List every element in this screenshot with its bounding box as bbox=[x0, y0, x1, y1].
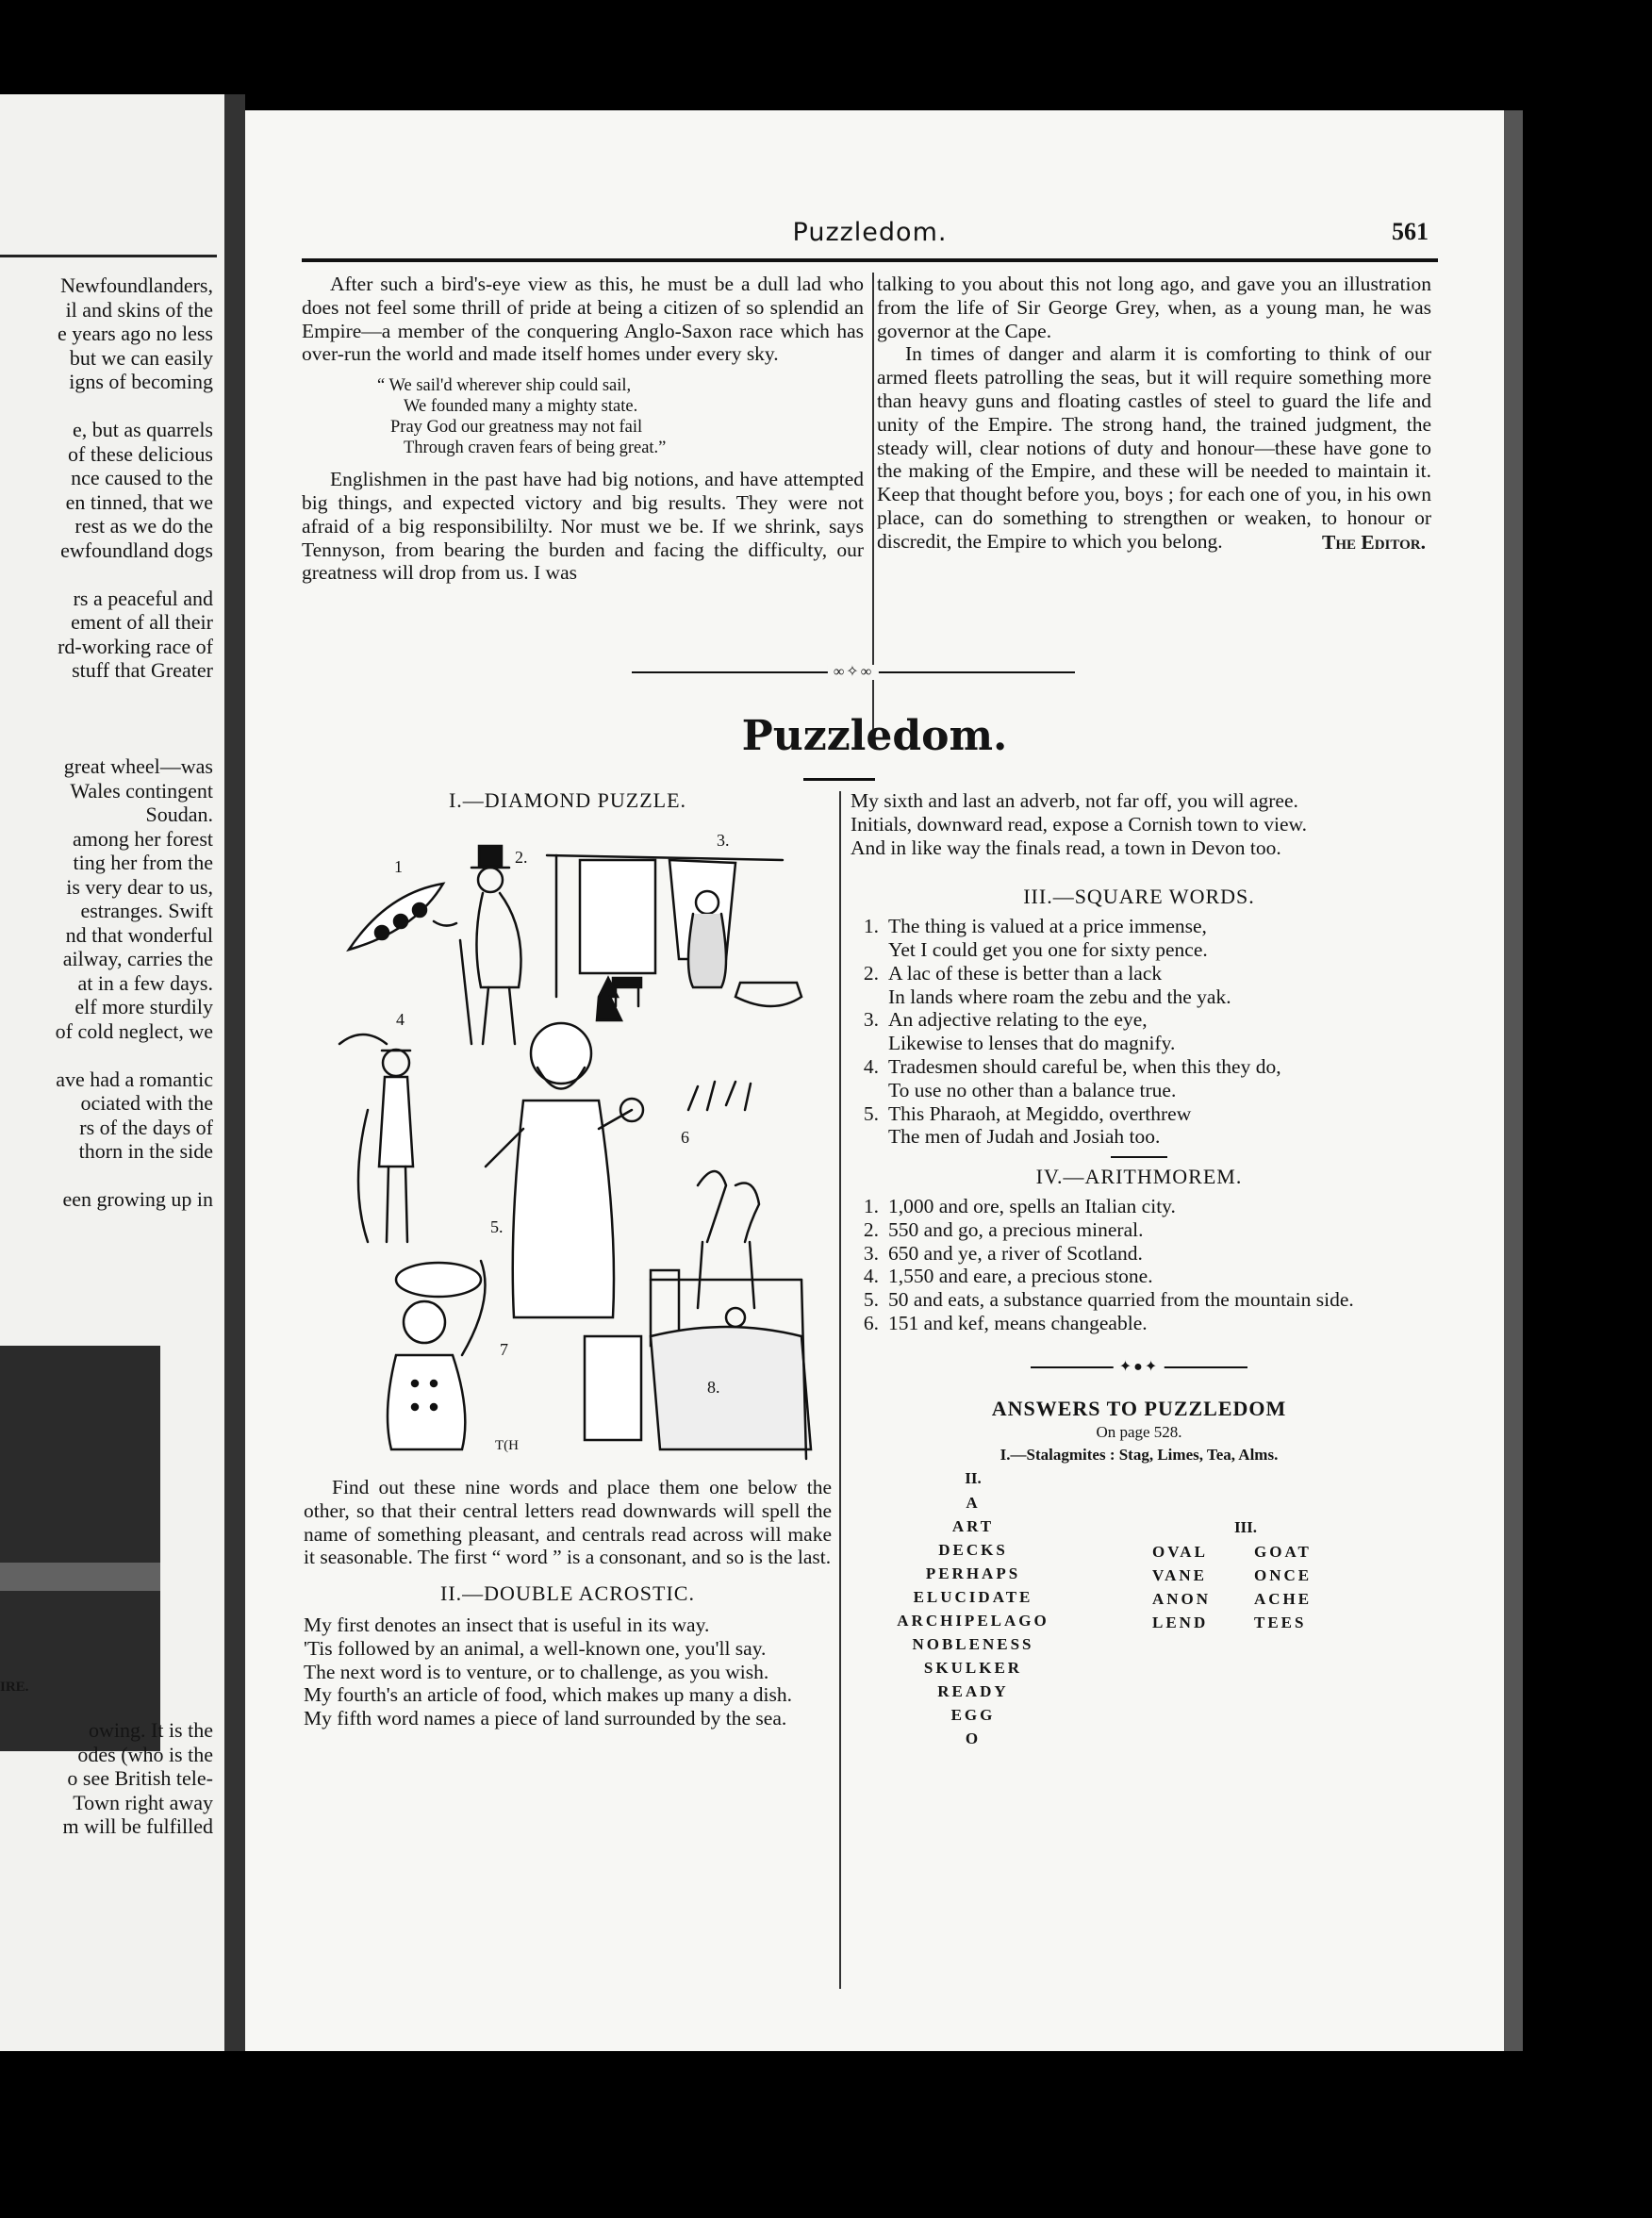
left-page-line: Soudan. bbox=[145, 803, 213, 826]
left-page-fragment bbox=[0, 94, 224, 2051]
clue-text: 650 and ye, a river of Scotland. bbox=[888, 1241, 1143, 1265]
clue-line: Likewise to lenses that do magnify. bbox=[888, 1032, 1176, 1055]
figure-number: 4 bbox=[396, 1010, 405, 1029]
artist-mark: T(H bbox=[495, 1438, 519, 1453]
verse-line: “ We sail'd wherever ship could sail, bbox=[377, 376, 632, 396]
clue-line: A lac of these is better than a lack bbox=[888, 961, 1163, 985]
clue-number: 2. bbox=[863, 961, 879, 985]
left-page-line: elf more sturdily bbox=[74, 995, 213, 1018]
left-page-line: ement of all their bbox=[71, 610, 213, 634]
left-page-line: ave had a romantic bbox=[56, 1067, 213, 1091]
double-acrostic-heading: II.—DOUBLE ACROSTIC. bbox=[440, 1581, 695, 1606]
clue-text bbox=[888, 1102, 1191, 1150]
clue-line: An adjective relating to the eye, bbox=[888, 1008, 1148, 1032]
page-header bbox=[302, 218, 1438, 250]
left-page-line: een growing up in bbox=[62, 1187, 213, 1211]
answers-heading: ANSWERS TO PUZZLEDOM bbox=[991, 1396, 1287, 1420]
left-page-line: igns of becoming bbox=[69, 370, 213, 393]
answer-three-label: III. bbox=[1233, 1518, 1258, 1537]
left-page-line: is very dear to us, bbox=[66, 874, 213, 899]
clue-text bbox=[888, 1055, 1281, 1102]
square-word: VANE bbox=[1152, 1565, 1207, 1584]
left-page-line: estranges. Swift bbox=[80, 899, 213, 922]
section-rule bbox=[1111, 1156, 1167, 1158]
left-page-line: en tinned, that we bbox=[65, 489, 213, 514]
clue-number: 1. bbox=[863, 1194, 879, 1217]
diamond-word: EGG bbox=[950, 1705, 996, 1724]
left-page-line: nd that wonderful bbox=[65, 922, 213, 947]
left-page-line: but we can easily bbox=[69, 345, 213, 370]
diamond-word: ARCHIPELAGO bbox=[897, 1611, 1049, 1630]
verse-line: Through craven fears of being great.” bbox=[404, 439, 667, 458]
left-page-line: rd-working race of bbox=[58, 634, 213, 658]
left-page-line: m will be fulfilled bbox=[62, 1814, 213, 1838]
section-title: Puzzledom. bbox=[741, 712, 1008, 760]
editor-signature: The Editor. bbox=[1321, 530, 1426, 554]
left-page-line: rs a peaceful and bbox=[73, 586, 213, 610]
answer-two-diamond bbox=[851, 1491, 1096, 1750]
clue-line: The thing is valued at a price immense, bbox=[888, 915, 1207, 938]
square-word-clue bbox=[851, 1055, 1428, 1102]
puzzle-left-column-text bbox=[304, 1476, 832, 1730]
clue-text: 151 and kef, means changeable. bbox=[888, 1311, 1148, 1334]
left-page-line: great wheel—was bbox=[63, 754, 213, 778]
answer-one: I.—Stalagmites : Stag, Limes, Tea, Alms. bbox=[999, 1446, 1279, 1465]
clue-number: 3. bbox=[863, 1241, 879, 1265]
left-page-line: of these delicious bbox=[68, 441, 213, 466]
arithmorem-clue bbox=[851, 1195, 1428, 1218]
diamond-puzzle-text: Find out these nine words and place them one below the other, so that their central letters read downwards will spell the name of something pleasant, and centrals read across will make it seasonable. The first “ word ” is a consonant, and so is the last. bbox=[304, 1476, 832, 1569]
clue-line: Tradesmen should careful be, when this they do, bbox=[888, 1054, 1281, 1078]
left-page-line: e, but as quarrels bbox=[72, 418, 213, 441]
running-head: Puzzledom. bbox=[792, 218, 948, 247]
figure-number: 6 bbox=[681, 1128, 689, 1147]
clue-line: In lands where roam the zebu and the yak. bbox=[888, 985, 1231, 1008]
arithmorem-clue bbox=[851, 1312, 1428, 1335]
square-word: ACHE bbox=[1254, 1589, 1313, 1608]
editorial-paragraph: Englishmen in the past have had big notions, and have attempted big things, and expected victory and big results. They were not afraid of a big responsibililty. Nor must we be. If we shrink, says Tennyson, from bearing the burden and facing the difficulty, our greatness will drop from us. I was bbox=[302, 468, 864, 585]
square-word: GOAT bbox=[1254, 1542, 1312, 1561]
page-edge bbox=[1504, 110, 1523, 2051]
diamond-word: READY bbox=[937, 1681, 1009, 1700]
left-page-line: ailway, carries the bbox=[62, 947, 213, 970]
clue-number: 5. bbox=[863, 1101, 879, 1125]
arithmorem-list bbox=[851, 1195, 1428, 1335]
acrostic-line: My fifth word names a piece of land surrounded by the sea. bbox=[304, 1707, 787, 1730]
diamond-word: DECKS bbox=[938, 1540, 1008, 1559]
left-page-line: odes (who is the bbox=[77, 1742, 213, 1766]
clue-line: To use no other than a balance true. bbox=[888, 1078, 1177, 1101]
clue-number: 6. bbox=[863, 1311, 879, 1334]
arithmorem-heading: IV.—ARITHMOREM. bbox=[1035, 1165, 1243, 1189]
figure-number: 8. bbox=[707, 1378, 720, 1397]
diamond-word: SKULKER bbox=[923, 1658, 1023, 1677]
figure-number: 1 bbox=[394, 857, 403, 876]
square-word: ANON bbox=[1152, 1589, 1212, 1608]
clue-text bbox=[888, 962, 1231, 1009]
left-page-line: among her forest bbox=[72, 826, 213, 851]
ornamental-divider: ✦●✦ bbox=[1031, 1364, 1247, 1371]
acrostic-line: My sixth and last an adverb, not far off, you will agree. bbox=[851, 789, 1298, 812]
book-spine bbox=[224, 94, 245, 2051]
left-page-line: o see British tele- bbox=[67, 1766, 213, 1790]
left-page-line: of cold neglect, we bbox=[55, 1018, 213, 1043]
clue-line: This Pharaoh, at Megiddo, overthrew bbox=[888, 1101, 1192, 1125]
page-number: 561 bbox=[1392, 218, 1429, 245]
answers-subheading: On page 528. bbox=[1096, 1422, 1182, 1441]
acrostic-line: My first denotes an insect that is useful in its way. bbox=[304, 1613, 710, 1636]
square-words-list bbox=[851, 915, 1428, 1149]
clue-number: 4. bbox=[863, 1054, 879, 1078]
left-page-line: Town right away bbox=[73, 1790, 213, 1814]
left-page-line: rest as we do the bbox=[74, 514, 213, 538]
section-title-rule bbox=[803, 778, 875, 781]
clue-text: 1,000 and ore, spells an Italian city. bbox=[888, 1194, 1176, 1217]
left-page-line: at in a few days. bbox=[77, 970, 213, 995]
puzzle-left-column bbox=[304, 789, 832, 813]
acrostic-line: 'Tis followed by an animal, a well-known one, you'll say. bbox=[304, 1636, 767, 1660]
diamond-word: NOBLENESS bbox=[912, 1634, 1034, 1653]
clue-line: The men of Judah and Josiah too. bbox=[888, 1125, 1161, 1149]
clue-text: 1,550 and eare, a precious stone. bbox=[888, 1265, 1153, 1288]
acrostic-line: The next word is to venture, or to challenge, as you wish. bbox=[304, 1660, 769, 1683]
clue-text: 550 and go, a precious mineral. bbox=[888, 1217, 1144, 1241]
diamond-puzzle-heading: I.—DIAMOND PUZZLE. bbox=[448, 788, 687, 812]
verse-quote bbox=[377, 375, 864, 458]
diamond-word: A bbox=[966, 1493, 981, 1512]
puzzle-right-column bbox=[851, 789, 1428, 1750]
square-word: ONCE bbox=[1254, 1565, 1313, 1584]
clue-text bbox=[888, 915, 1208, 962]
clue-number: 3. bbox=[863, 1008, 879, 1032]
left-page-line: il and skins of the bbox=[65, 297, 213, 322]
editorial-left-column bbox=[302, 273, 864, 585]
square-word: LEND bbox=[1152, 1613, 1209, 1631]
answer-three-grid bbox=[1152, 1540, 1339, 1634]
header-rule bbox=[302, 258, 1438, 262]
left-page-line: rs of the days of bbox=[79, 1115, 213, 1139]
left-page-line: e years ago no less bbox=[58, 322, 213, 345]
left-page-line: stuff that Greater bbox=[72, 658, 213, 682]
diamond-word: ART bbox=[951, 1516, 995, 1535]
arithmorem-clue bbox=[851, 1242, 1428, 1266]
clue-text: 50 and eats, a substance quarried from the mountain side. bbox=[888, 1288, 1354, 1312]
figure-number: 2. bbox=[515, 848, 528, 867]
clue-number: 2. bbox=[863, 1217, 879, 1241]
answer-two-label: II. bbox=[965, 1469, 982, 1488]
left-photo-caption: IRE. bbox=[0, 1680, 29, 1695]
figure-number: 3. bbox=[717, 831, 730, 850]
editorial-paragraph: After such a bird's-eye view as this, he must be a dull lad who does not feel some thrill of pride at being a citizen of so splendid an Empire—a member of the conquering Anglo-Saxon race which has over-run the world and made itself homes under every sky. bbox=[302, 273, 864, 366]
left-page-head-rule bbox=[0, 255, 217, 257]
clue-number: 5. bbox=[863, 1288, 879, 1312]
square-word-clue bbox=[851, 915, 1428, 962]
diamond-word: ELUCIDATE bbox=[913, 1587, 1033, 1606]
left-page-line: thorn in the side bbox=[78, 1139, 213, 1163]
left-page-line: nce caused to the bbox=[71, 466, 213, 489]
clue-text bbox=[888, 1008, 1175, 1055]
clue-number: 1. bbox=[863, 915, 879, 938]
left-page-line: ting her from the bbox=[73, 851, 213, 874]
editorial-paragraph: In times of danger and alarm it is comforting to think of our armed fleets patrolling the seas, but it will require something more than heavy guns and floating castles of steel to guard the life and unity of the Empire. The strong hand, the trained judgment, the steady will, clear notions of duty and honour—these have gone to the making of the Empire, and these will be needed to maintain it. Keep that thought before you, boys ; for each one of you, in his own place, can do something to strengthen or weaken, to honour or discredit, the Empire to which you belong. bbox=[877, 342, 1431, 553]
column-divider bbox=[839, 791, 841, 1989]
left-page-line: ewfoundland dogs bbox=[60, 538, 213, 562]
acrostic-line: Initials, downward read, expose a Cornish town to view. bbox=[851, 812, 1308, 836]
diamond-word: O bbox=[965, 1729, 982, 1747]
left-page-line: ociated with the bbox=[80, 1091, 213, 1115]
arithmorem-clue bbox=[851, 1288, 1428, 1312]
clue-number: 4. bbox=[863, 1265, 879, 1288]
arithmorem-clue bbox=[851, 1218, 1428, 1242]
acrostic-line: My fourth's an article of food, which makes up many a dish. bbox=[304, 1683, 792, 1707]
clue-line: Yet I could get you one for sixty pence. bbox=[888, 937, 1208, 961]
ornamental-divider: ∞✧∞ bbox=[632, 669, 1075, 676]
verse-line: We founded many a mighty state. bbox=[404, 397, 638, 417]
square-word-clue bbox=[851, 962, 1428, 1009]
verse-line: Pray God our greatness may not fail bbox=[390, 418, 643, 438]
left-page-line: owing. It is the bbox=[89, 1718, 213, 1742]
diamond-puzzle-illustration bbox=[330, 827, 820, 1468]
arithmorem-clue bbox=[851, 1265, 1428, 1288]
main-page bbox=[245, 110, 1504, 2051]
left-page-line: Wales contingent bbox=[70, 778, 213, 803]
editorial-paragraph: talking to you about this not long ago, and gave you an illustration from the life of Sir George Grey, when, as a young man, he was governor at the Cape. bbox=[877, 273, 1431, 342]
editorial-right-column bbox=[856, 273, 1431, 554]
square-words-heading: III.—SQUARE WORDS. bbox=[1023, 885, 1255, 909]
square-word-clue bbox=[851, 1008, 1428, 1055]
figure-number: 7 bbox=[500, 1340, 508, 1359]
left-page-line: Newfoundlanders, bbox=[60, 273, 213, 297]
figure-number: 5. bbox=[490, 1217, 504, 1236]
diamond-word: PERHAPS bbox=[925, 1564, 1021, 1582]
square-word: TEES bbox=[1254, 1613, 1307, 1631]
acrostic-line: And in like way the finals read, a town in Devon too. bbox=[851, 836, 1281, 859]
square-word-clue bbox=[851, 1102, 1428, 1150]
square-word: OVAL bbox=[1152, 1542, 1208, 1561]
